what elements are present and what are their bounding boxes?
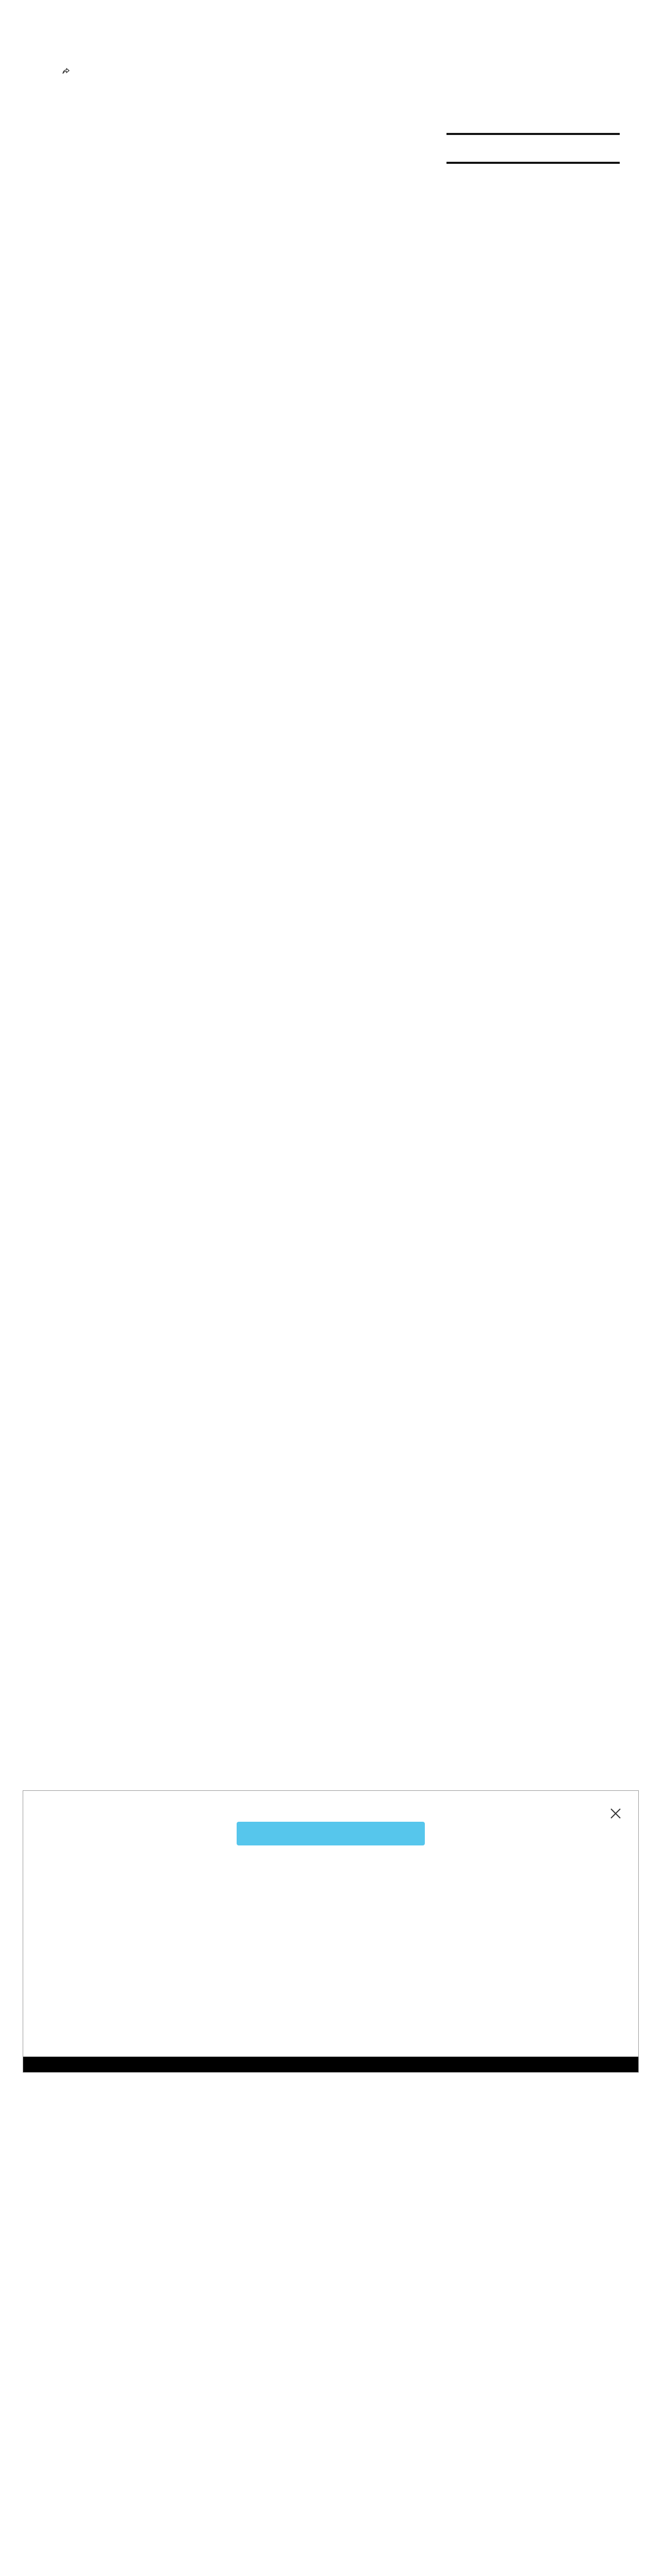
share-icon bbox=[62, 67, 70, 75]
article bbox=[62, 52, 425, 111]
sidebar bbox=[446, 133, 620, 191]
subscribe-button[interactable] bbox=[237, 1822, 425, 1845]
close-icon[interactable] bbox=[608, 1806, 623, 1821]
share-button[interactable] bbox=[62, 67, 73, 75]
latest-world-nation-title[interactable] bbox=[446, 162, 620, 175]
modal-content bbox=[237, 1811, 425, 1853]
modal-footer bbox=[23, 2057, 638, 2072]
latest-world-nation bbox=[446, 162, 620, 175]
subscribers-reading bbox=[446, 133, 620, 146]
subscription-modal bbox=[23, 1790, 639, 2073]
subscribers-reading-title[interactable] bbox=[446, 133, 620, 146]
